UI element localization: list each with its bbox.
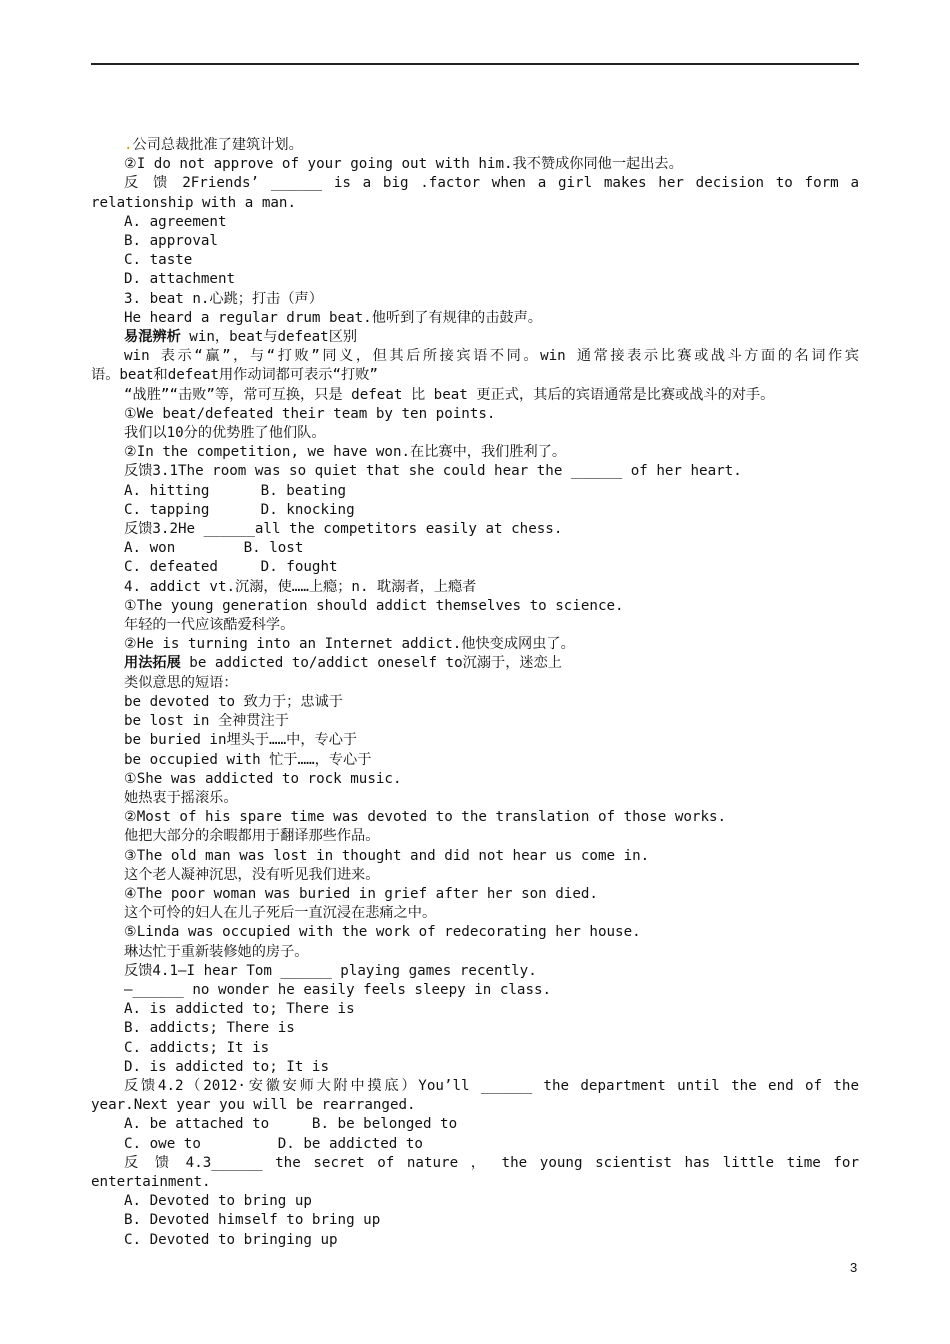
line-text: A. won B. lost	[124, 540, 304, 557]
line-text: D. attachment	[124, 271, 236, 288]
text-line	[91, 1154, 859, 1173]
text-line	[91, 366, 859, 385]
text-line	[91, 962, 859, 981]
line-text: 这个老人凝神沉思，没有听见我们进来。	[124, 866, 380, 883]
text-line	[91, 1000, 859, 1019]
line-text: ②In the competition, we have won.在比赛中，我们胜利了。	[124, 444, 567, 461]
line-text: C. tapping D. knocking	[124, 501, 355, 518]
line-text: 琳达忙于重新装修她的房子。	[124, 943, 309, 960]
line-text: relationship with a man.	[91, 194, 296, 211]
text-line	[91, 290, 859, 309]
line-text: C. addicts; It is	[124, 1039, 270, 1056]
line-text: 反 馈 2Friends’ ______ is a big .factor when a girl makes her decision to form a	[124, 175, 859, 192]
text-line	[91, 1058, 859, 1077]
text-line	[91, 1231, 859, 1250]
line-text: ②He is turning into an Internet addict.他快变成网虫了。	[124, 636, 575, 653]
line-text: A. be attached to B. be belonged to	[124, 1116, 458, 1133]
text-line	[91, 1019, 859, 1038]
line-text: 反馈4.2（2012·安徽安师大附中摸底）You’ll ______ the department until the end of the	[124, 1077, 859, 1094]
line-text: 反馈4.1—I hear Tom ______ playing games recently.	[124, 962, 537, 979]
text-line	[91, 1173, 859, 1192]
text-line	[91, 693, 859, 712]
line-text: B. approval	[124, 233, 218, 250]
line-text: ①She was addicted to rock music.	[124, 770, 402, 787]
line-text: entertainment.	[91, 1173, 211, 1190]
text-line	[91, 482, 859, 501]
section-heading: 用法拓展	[124, 655, 181, 672]
line-text: C. defeated D. fought	[124, 559, 338, 576]
text-line	[91, 539, 859, 558]
text-line	[91, 462, 859, 481]
section-heading: 易混辨析	[124, 329, 181, 346]
line-text: ⑤Linda was occupied with the work of redecorating her house.	[124, 924, 641, 941]
text-line	[91, 251, 859, 270]
line-text: D. is addicted to; It is	[124, 1058, 329, 1075]
line-text: “战胜”“击败”等，常可互换，只是 defeat 比 beat 更正式，其后的宾语通常是比赛或战斗的对手。	[124, 386, 775, 403]
text-line	[91, 136, 859, 155]
text-line	[91, 712, 859, 731]
line-text: ②I do not approve of your going out with him.我不赞成你同他一起出去。	[124, 156, 683, 173]
text-line	[91, 789, 859, 808]
line-text: 反 馈 4.3______ the secret of nature ， the young scientist has little time for	[124, 1154, 859, 1171]
text-line	[91, 386, 859, 405]
line-text: win 表示“赢”，与“打败”同义，但其后所接宾语不同。win 通常接表示比赛或战斗方面的名词作宾	[124, 348, 859, 365]
text-line	[91, 174, 859, 193]
mark-dot: .	[124, 137, 133, 153]
line-text: C. owe to D. be addicted to	[124, 1135, 423, 1152]
line-text: be devoted to 致力于；忠诚于	[124, 693, 343, 710]
text-line	[91, 270, 859, 289]
text-line	[91, 731, 859, 750]
line-text: year.Next year you will be rearranged.	[91, 1097, 416, 1114]
line-text: C. taste	[124, 252, 193, 269]
text-line	[91, 1135, 859, 1154]
line-text: ①We beat/defeated their team by ten points.	[124, 405, 496, 422]
text-line	[91, 808, 859, 827]
line-text: He heard a regular drum beat.他听到了有规律的击鼓声。	[124, 309, 542, 326]
text-line	[91, 1096, 859, 1115]
line-text: be buried in埋头于……中，专心于	[124, 732, 358, 749]
text-line	[91, 443, 859, 462]
line-text: ③The old man was lost in thought and did not hear us come in.	[124, 847, 650, 864]
line-text: A. is addicted to; There is	[124, 1001, 355, 1018]
text-line	[91, 635, 859, 654]
line-text: A. hitting B. beating	[124, 482, 347, 499]
text-line	[91, 347, 859, 366]
text-line	[91, 309, 859, 328]
text-line	[91, 770, 859, 789]
text-line	[91, 943, 859, 962]
line-text: 反馈3.1The room was so quiet that she could hear the ______ of her heart.	[124, 463, 742, 480]
text-line	[91, 827, 859, 846]
line-text: be lost in 全神贯注于	[124, 713, 289, 730]
header-rule	[91, 63, 859, 65]
text-line	[91, 520, 859, 539]
line-text: 3. beat n.心跳；打击（声）	[124, 290, 323, 307]
text-line	[91, 751, 859, 770]
line-text: 我们以10分的优势胜了他们队。	[124, 425, 326, 442]
line-text: 年轻的一代应该酷爱科学。	[124, 617, 295, 634]
document-body	[91, 136, 859, 1250]
text-line	[91, 405, 859, 424]
line-text: ②Most of his spare time was devoted to the translation of those works.	[124, 809, 727, 826]
line-text: B. addicts; There is	[124, 1020, 295, 1037]
line-text: 公司总裁批准了建筑计划。	[132, 137, 303, 153]
text-line	[91, 674, 859, 693]
line-text: 这个可怜的妇人在儿子死后一直沉浸在悲痛之中。	[124, 905, 437, 922]
line-text: 类似意思的短语：	[124, 674, 238, 691]
line-text: 她热衷于摇滚乐。	[124, 789, 238, 806]
text-line	[91, 424, 859, 443]
line-text: be occupied with 忙于……，专心于	[124, 751, 372, 768]
text-line: 用法拓展 be addicted to/addict oneself to沉溺于，迷恋上	[124, 655, 562, 672]
text-line	[91, 1211, 859, 1230]
text-line	[91, 847, 859, 866]
text-line	[91, 866, 859, 885]
text-line	[91, 923, 859, 942]
line-text: ④The poor woman was buried in grief after her son died.	[124, 885, 598, 902]
text-line	[91, 616, 859, 635]
text-line	[91, 213, 859, 232]
text-line	[91, 558, 859, 577]
line-text: —______ no wonder he easily feels sleepy in class.	[124, 981, 552, 998]
text-line	[91, 1192, 859, 1211]
text-line	[91, 501, 859, 520]
text-line	[91, 1115, 859, 1134]
text-line	[91, 232, 859, 251]
text-line	[91, 885, 859, 904]
text-line	[91, 1039, 859, 1058]
text-line	[91, 904, 859, 923]
line-text: ①The young generation should addict themselves to science.	[124, 597, 624, 614]
line-text: B. Devoted himself to bring up	[124, 1212, 381, 1229]
line-text: C. Devoted to bringing up	[124, 1231, 338, 1248]
line-text: 语。beat和defeat用作动词都可表示“打败”	[91, 367, 378, 384]
text-line	[91, 194, 859, 213]
line-text: 他把大部分的余暇都用于翻译那些作品。	[124, 828, 380, 845]
text-line	[91, 597, 859, 616]
line-text: 反馈3.2He ______all the competitors easily at chess.	[124, 521, 563, 538]
text-line	[91, 578, 859, 597]
text-line	[91, 155, 859, 174]
line-text: A. Devoted to bring up	[124, 1193, 312, 1210]
page-number: 3	[850, 1260, 858, 1275]
text-line	[91, 981, 859, 1000]
line-text: A. agreement	[124, 213, 227, 230]
text-line	[91, 1077, 859, 1096]
text-line: 易混辨析 win，beat与defeat区别	[124, 329, 358, 346]
line-text: 4. addict vt.沉溺，使……上瘾；n. 耽溺者，上瘾者	[124, 578, 477, 595]
